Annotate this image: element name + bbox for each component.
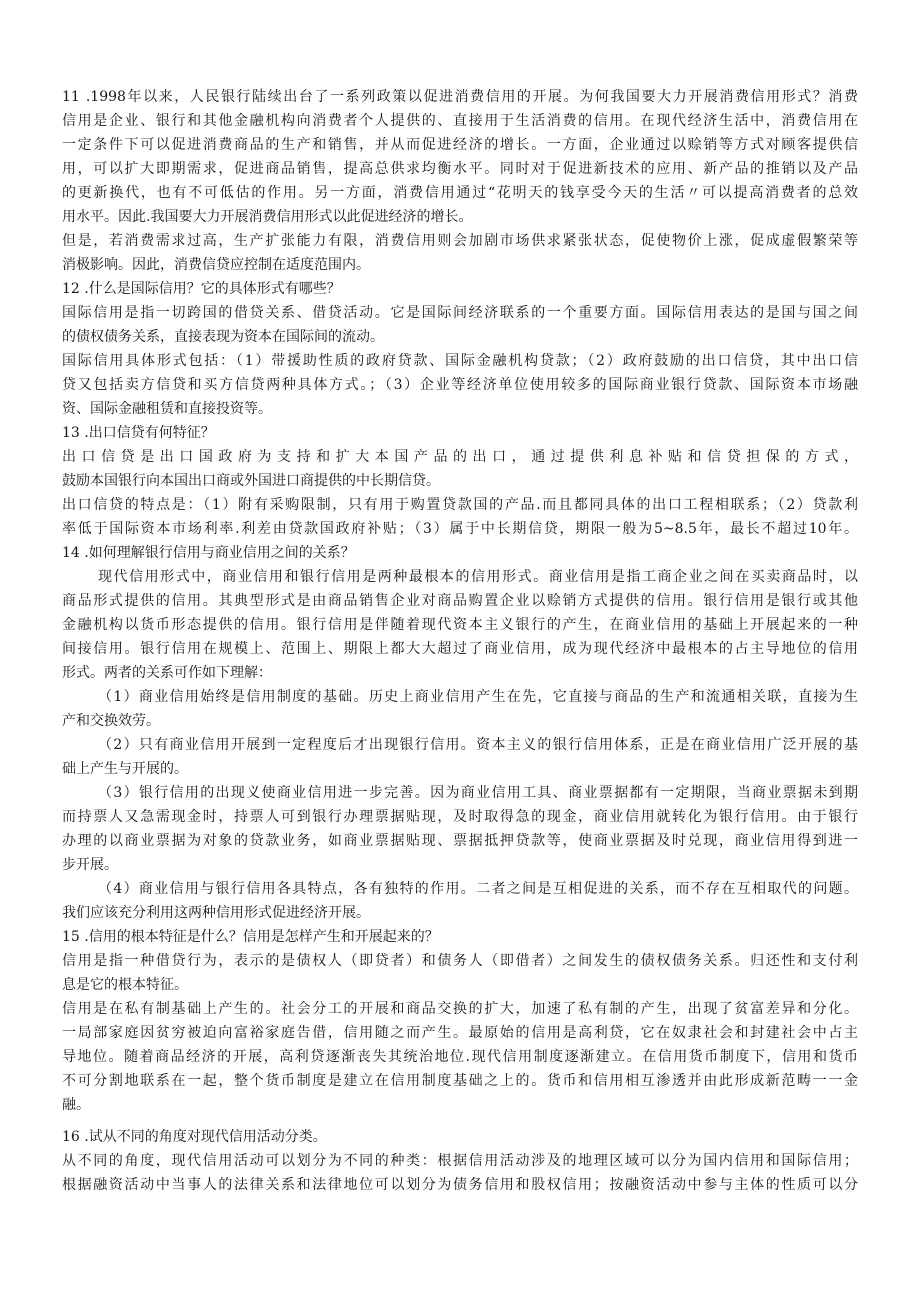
text-line: 但是，若消费需求过高，生产扩张能力有限，消费信用则会加剧市场供求紧张状态，促使物价上涨，促成虚假繁荣等 bbox=[62, 233, 858, 249]
question-15-heading bbox=[62, 925, 858, 949]
heading-line: 16 .试从不同的角度对现代信用活动分类。 bbox=[62, 1129, 327, 1145]
text-line: 产和交换效劳。 bbox=[62, 713, 160, 729]
text-line: 形式。两者的关系可作如下理解： bbox=[62, 665, 272, 681]
question-12-heading bbox=[62, 277, 858, 301]
text-line: 间接信用。银行信用在规模上、范围上、期限上都大大超过了商业信用，成为现代经济中最根本的占主导地位的信用 bbox=[62, 641, 858, 657]
text-line: 一定条件下可以促进消费商品的生产和销售，并从而促进经济的增长。一方面，企业通过以赊销等方式对顾客提供信 bbox=[62, 137, 858, 153]
question-14-heading bbox=[62, 541, 858, 565]
heading-line: 14 .如何理解银行信用与商业信用之间的关系？ bbox=[62, 545, 355, 561]
text-line: 用水平。因此.我国要大力开展消费信用形式以此促进经济的增长。 bbox=[62, 209, 473, 225]
answer-paragraph bbox=[62, 229, 858, 277]
text-line: 息是它的根本特征。 bbox=[62, 977, 188, 993]
text-line: 消极影响。因此，消费信贷应控制在适度范围内。 bbox=[62, 257, 370, 273]
text-line: 出口信贷的特点是：（1）附有采购限制，只有用于购置贷款国的产品.而且都同具体的出口工程相联系；（2）贷款利 bbox=[62, 497, 858, 513]
question-16-heading bbox=[62, 1125, 858, 1149]
text-line: 资、国际金融租赁和直接投资等。 bbox=[62, 401, 272, 417]
text-line: 用，可以扩大即期需求，促进商品销售，提高总供求均衡水平。同时对于促进新技术的应用、新产品的推销以及产品 bbox=[62, 161, 858, 177]
text-line: 根据融资活动中当事人的法律关系和法律地位可以划分为债务信用和股权信用；按融资活动中参与主体的性质可以分 bbox=[62, 1177, 858, 1193]
text-line: 信用是指一种借贷行为，表示的是债权人（即贷者）和债务人（即借者）之间发生的债权债务关系。归还性和支付利 bbox=[62, 953, 858, 969]
heading-line: 12 .什么是国际信用？它的具体形式有哪些？ bbox=[62, 281, 341, 297]
answer-paragraph bbox=[62, 1149, 858, 1197]
text-line: （1）商业信用始终是信用制度的基础。历史上商业信用产生在先，它直接与商品的生产和流通相关联，直接为生 bbox=[98, 689, 858, 705]
text-line: 率低于国际资本市场利率.利差由贷款国政府补贴；（3）属于中长期信贷，期限一般为5~8.5年，最长不超过10年。 bbox=[62, 521, 858, 537]
text-line: 商品形式提供的信用。其典型形式是由商品销售企业对商品购置企业以赊销方式提供的信用。银行信用是银行或其他 bbox=[62, 593, 858, 609]
text-line: 贷又包括卖方信贷和买方信贷两种具体方式。；（3）企业等经济单位使用较多的国际商业银行贷款、国际资本市场融 bbox=[62, 377, 858, 393]
heading-line: 13 .出口信贷有何特征？ bbox=[62, 425, 215, 441]
text-line: 的更新换代，也有不可低估的作用。另一方面，消费信用通过“花明天的钱享受今天的生活〃可以提高消费者的总效 bbox=[62, 185, 858, 201]
list-item bbox=[62, 781, 858, 877]
answer-paragraph bbox=[62, 445, 858, 493]
list-item bbox=[62, 877, 858, 925]
text-line: （3）银行信用的出现义使商业信用进一步完善。因为商业信用工具、商业票据都有一定期限，当商业票据未到期 bbox=[98, 785, 858, 801]
text-line: 国际信用是指一切跨国的借贷关系、借贷活动。它是国际间经济联系的一个重要方面。国际信用表达的是国与国之间 bbox=[62, 305, 858, 321]
question-11-paragraph bbox=[62, 85, 858, 229]
answer-paragraph bbox=[62, 949, 858, 997]
text-line: 础上产生与开展的。 bbox=[62, 761, 188, 777]
text-line: 从不同的角度，现代信用活动可以划分为不同的种类：根据信用活动涉及的地理区域可以分为国内信用和国际信用； bbox=[62, 1153, 858, 1169]
answer-paragraph bbox=[62, 565, 858, 685]
text-line: 现代信用形式中，商业信用和银行信用是两种最根本的信用形式。商业信用是指工商企业之间在买卖商品时，以 bbox=[98, 569, 858, 585]
text-line: 信用是企业、银行和其他金融机构向消费者个人提供的、直接用于生活消费的信用。在现代经济生活中，消费信用在 bbox=[62, 113, 858, 129]
text-line: 的债权债务关系，直接表现为资本在国际间的流动。 bbox=[62, 329, 384, 345]
text-line: 步开展。 bbox=[62, 857, 118, 873]
question-13-heading bbox=[62, 421, 858, 445]
text-line: 我们应该充分利用这两种信用形式促进经济开展。 bbox=[62, 905, 370, 921]
text-line: 办理的以商业票据为对象的贷款业务，如商业票据贴现、票据抵押贷款等，使商业票据及时兑现，商业信用得到进一 bbox=[62, 833, 858, 849]
text-line: 而持票人又急需现金时，持票人可到银行办理票据贴现，及时取得急的现金，商业信用就转化为银行信用。由于银行 bbox=[62, 809, 858, 825]
answer-paragraph bbox=[62, 493, 858, 541]
answer-paragraph bbox=[62, 997, 858, 1117]
answer-paragraph bbox=[62, 301, 858, 349]
text-line: 信用是在私有制基础上产生的。社会分工的开展和商品交换的扩大，加速了私有制的产生，出现了贫富差异和分化。 bbox=[62, 1001, 858, 1017]
list-item bbox=[62, 685, 858, 733]
text-line: 不可分割地联系在一起，整个货币制度是建立在信用制度基础之上的。货币和信用相互渗透并由此形成新范畴一一金 bbox=[62, 1073, 858, 1089]
text-line: 鼓励本国银行向本国出口商或外国进口商提供的中长期信贷。 bbox=[62, 473, 440, 489]
text-line: 金融机构以货币形态提供的信用。银行信用是伴随着现代资本主义银行的产生，在商业信用的基础上开展起来的一种 bbox=[62, 617, 858, 633]
text-line: 出口信贷是出口国政府为支持和扩大本国产品的出口，通过提供利息补贴和信贷担保的方式， bbox=[62, 449, 858, 465]
text-line: （4）商业信用与银行信用各具特点，各有独特的作用。二者之间是互相促进的关系，而不存在互相取代的问题。 bbox=[98, 881, 858, 897]
text-line: 一局部家庭因贫穷被迫向富裕家庭告借，信用随之而产生。最原始的信用是高利贷，它在奴隶社会和封建社会中占主 bbox=[62, 1025, 858, 1041]
text-line: 国际信用具体形式包括：（1）带援助性质的政府贷款、国际金融机构贷款；（2）政府鼓励的出口信贷，其中出口信 bbox=[62, 353, 858, 369]
text-line: 11 .1998年以来，人民银行陆续出台了一系列政策以促进消费信用的开展。为何我国要大力开展消费信用形式？消费 bbox=[62, 89, 858, 105]
answer-paragraph bbox=[62, 349, 858, 421]
heading-line: 15 .信用的根本特征是什么？信用是怎样产生和开展起来的？ bbox=[62, 929, 439, 945]
text-line: 导地位。随着商品经济的开展，高利贷逐渐丧失其统治地位.现代信用制度逐渐建立。在信用货币制度下，信用和货币 bbox=[62, 1049, 858, 1065]
text-line: 融。 bbox=[62, 1097, 90, 1113]
list-item bbox=[62, 733, 858, 781]
document-page bbox=[62, 85, 858, 1197]
text-line: （2）只有商业信用开展到一定程度后才出现银行信用。资本主义的银行信用体系，正是在商业信用广泛开展的基 bbox=[98, 737, 858, 753]
